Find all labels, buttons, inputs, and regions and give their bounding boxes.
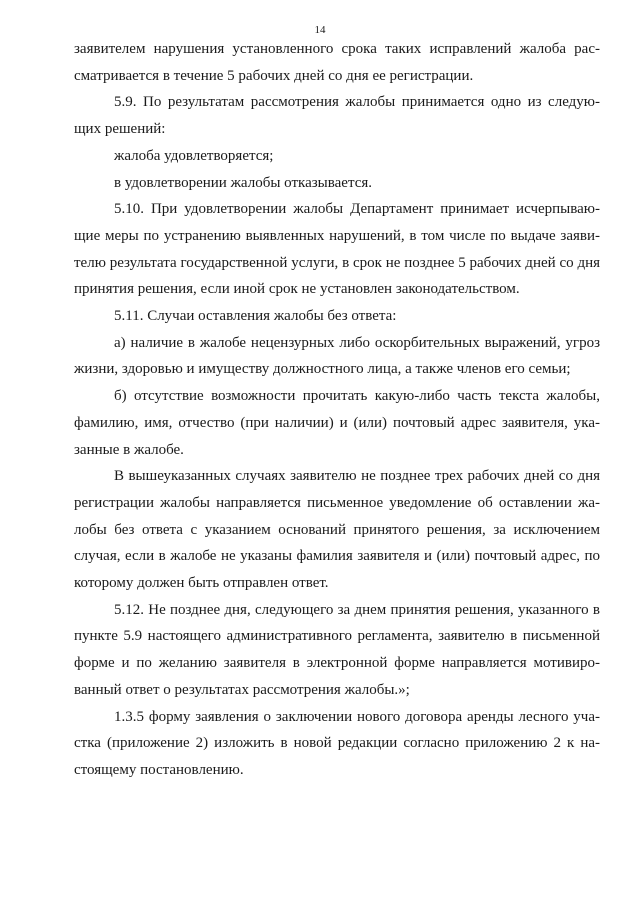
document-body — [74, 36, 600, 784]
paragraph-notice: В вышеуказанных случаях заявителю не позднее трех рабочих дней со дня регистрации жалобы направляется письменное уведомление об оставлении жалобы без ответа с указанием оснований принятого решения, за исключением случая, если в жалобе не указаны фамилия заявителя и (или) почтовый адрес, по которому должен быть отправлен ответ. — [74, 468, 600, 592]
paragraph-5-11-b: б) отсутствие возможности прочитать какую-либо часть текста жалобы, фамилию, имя, отчество (при наличии) и (или) почтовый адрес заявителя, указанные в жалобе. — [74, 388, 600, 458]
paragraph-5-9: 5.9. По результатам рассмотрения жалобы принимается одно из следующих решений: — [74, 94, 600, 138]
paragraph-continuation: заявителем нарушения установленного срока таких исправлений жалоба рассматривается в течение 5 рабочих дней со дня ее регистрации. — [74, 41, 600, 84]
paragraph-1-3-5: 1.3.5 форму заявления о заключении нового договора аренды лесного участка (приложение 2) изложить в новой редакции согласно приложению 2 к настоящему постановлению. — [74, 708, 600, 778]
paragraph-5-11-a: а) наличие в жалобе нецензурных либо оскорбительных выражений, угроз жизни, здоровью и имуществу должностного лица, а также членов его семьи; — [74, 334, 600, 378]
paragraph-5-10: 5.10. При удовлетворении жалобы Департамент принимает исчерпывающие меры по устранению выявленных нарушений, в том числе по выдаче заявителю результата государственной услуги, в срок не позднее 5 рабочих дней со дня принятия решения, если иной срок не установлен законодательством. — [74, 201, 600, 298]
paragraph-5-11: 5.11. Случаи оставления жалобы без ответа: — [114, 308, 397, 325]
decision-option-satisfied: жалоба удовлетворяется; — [114, 147, 274, 164]
paragraph-5-12: 5.12. Не позднее дня, следующего за днем принятия решения, указанного в пункте 5.9 настоящего административного регламента, заявителю в письменной форме и по желанию заявителя в электронной форме направляется мотивированный ответ о результатах рассмотрения жалобы.»; — [74, 601, 600, 698]
page-number: 14 — [314, 24, 326, 36]
decision-option-refused: в удовлетворении жалобы отказывается. — [114, 174, 372, 191]
